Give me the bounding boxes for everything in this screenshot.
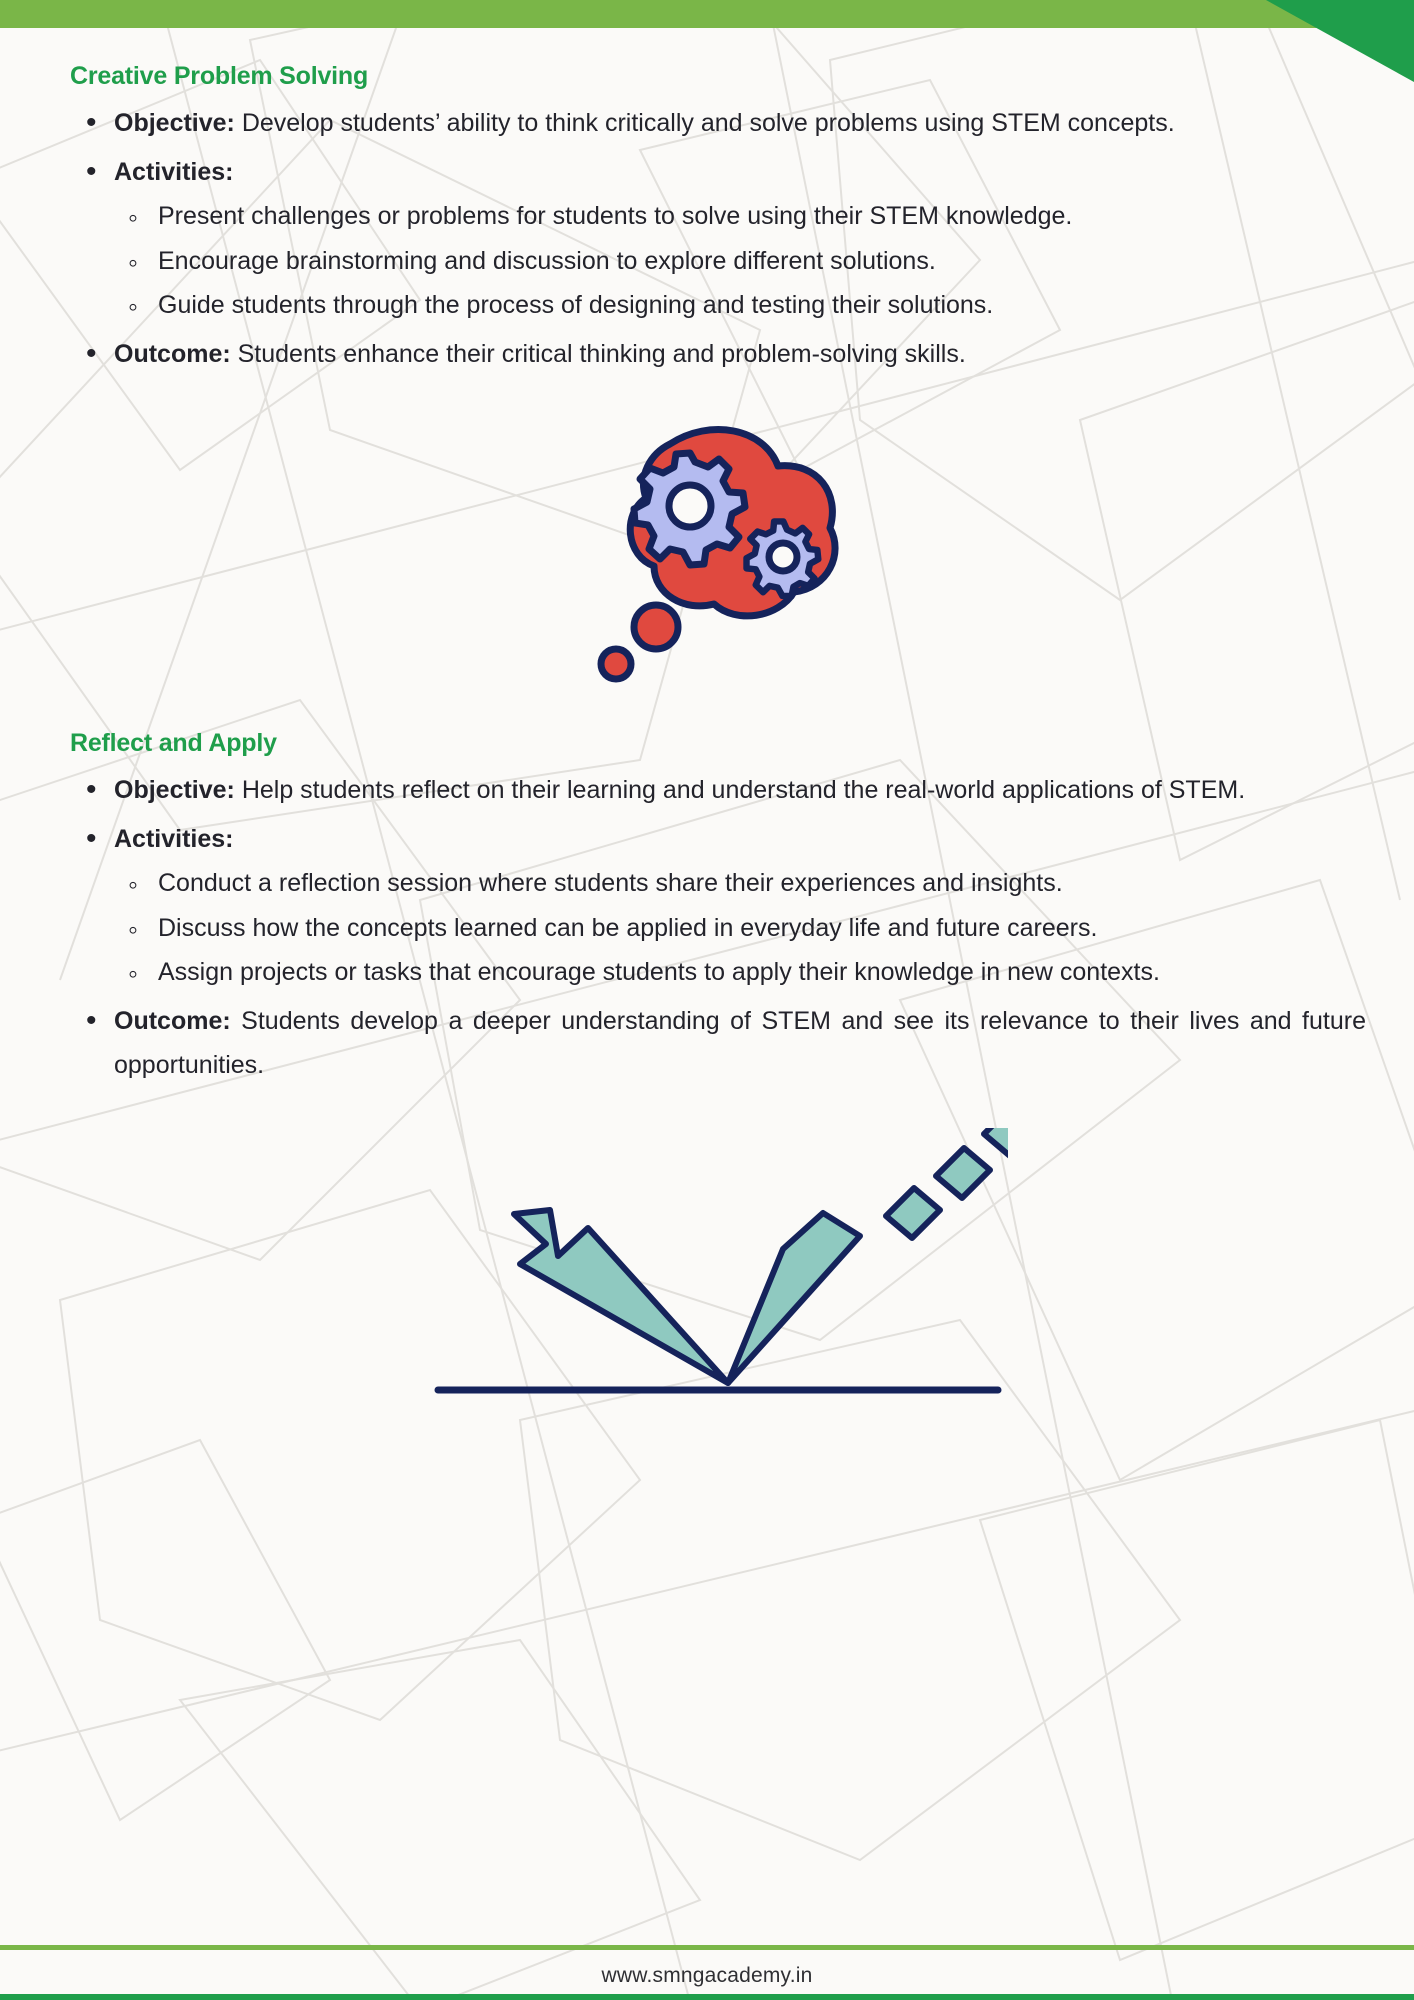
activities-label: Activities: [114, 824, 234, 853]
activities-sublist [114, 861, 1366, 995]
activities-item [70, 817, 1366, 995]
outcome-label: Outcome: [114, 339, 231, 368]
section-1-list [70, 101, 1366, 376]
objective-item [70, 768, 1366, 813]
outcome-text: Students develop a deeper understanding of STEM and see its relevance to their lives and future opportunities. [114, 1006, 1366, 1079]
list-item: ◦ Present challenges or problems for students to solve using their STEM knowledge. [114, 194, 1366, 239]
footer-band [0, 1928, 1414, 2000]
activities-sublist [114, 194, 1366, 328]
outcome-text: Students enhance their critical thinking and problem-solving skills. [230, 339, 966, 368]
footer-green-line [0, 1945, 1414, 1950]
top-right-corner-accent [1266, 0, 1414, 82]
brain-gears-illustration [70, 414, 1366, 689]
list-item: ◦ Guide students through the process of designing and testing their solutions. [114, 283, 1366, 328]
brain-gears-icon [578, 414, 858, 689]
objective-text: Help students reflect on their learning and understand the real-world applications of STEM. [234, 776, 1246, 804]
outcome-item [70, 999, 1366, 1088]
activities-label: Activities: [114, 157, 234, 186]
outcome-item [70, 332, 1366, 377]
footer-dark-green-line [0, 1994, 1414, 2000]
outcome-label: Outcome: [114, 1006, 231, 1035]
section-title-reflect-and-apply: Reflect and Apply [70, 729, 277, 757]
objective-text: Develop students’ ability to think critically and solve problems using STEM concepts. [234, 109, 1175, 137]
list-item: ◦ Conduct a reflection session where students share their experiences and insights. [114, 861, 1366, 906]
top-green-bar [0, 0, 1414, 28]
footer-website-url[interactable]: www.smngacademy.in [601, 1964, 813, 1987]
rebound-arrow-icon [428, 1128, 1008, 1428]
objective-label: Objective: [114, 776, 235, 804]
objective-label: Objective: [114, 109, 235, 137]
objective-item [70, 101, 1366, 146]
list-item: ◦ Encourage brainstorming and discussion to explore different solutions. [114, 239, 1366, 284]
section-title-creative-problem-solving: Creative Problem Solving [70, 62, 369, 90]
rebound-arrow-illustration [70, 1128, 1366, 1428]
section-2-list [70, 768, 1366, 1088]
activities-item [70, 150, 1366, 328]
list-item: ◦ Assign projects or tasks that encourage students to apply their knowledge in new contexts. [114, 950, 1366, 995]
list-item: ◦ Discuss how the concepts learned can be applied in everyday life and future careers. [114, 906, 1366, 951]
